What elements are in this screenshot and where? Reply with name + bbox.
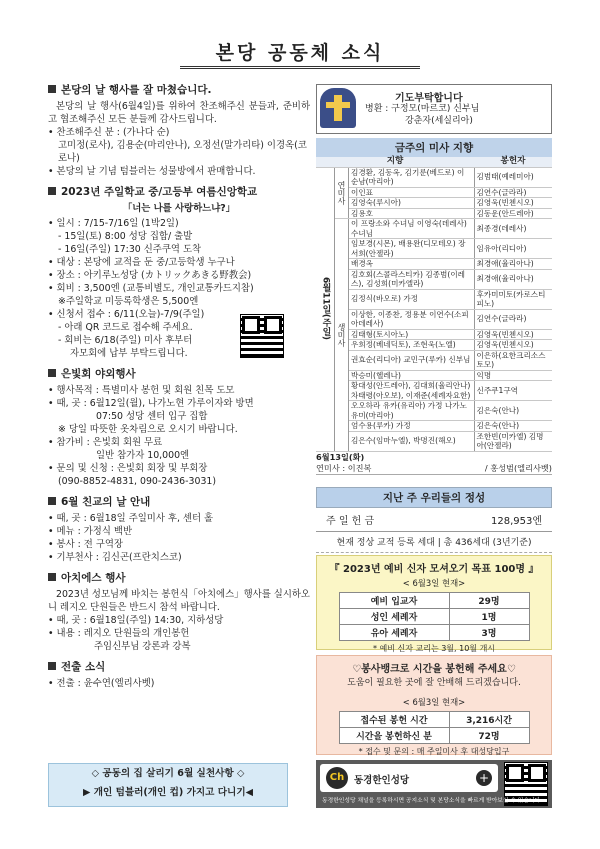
footnote-intent: 연미사 : 이진복 <box>316 462 372 473</box>
kv-value: 3,216시간 <box>449 712 529 728</box>
intent-cell: 김은수(임마누엘), 박명진(해오) <box>349 431 475 451</box>
intent-cell: 이 프랑소와 수녀님 이영숙(데레사) 수녀님 <box>349 219 475 239</box>
goal-heading: 『 2023년 예비 신자 모셔오기 목표 100명 』 <box>329 564 539 575</box>
list-item: • 행사목적 : 특별미사 봉헌 및 회원 친목 도모 <box>48 385 235 396</box>
table-row <box>316 340 552 351</box>
intent-cell: 이인표 <box>349 187 475 198</box>
qr-code-icon[interactable] <box>240 314 284 358</box>
kv-value: 1명 <box>449 609 529 625</box>
kv-label: 접수된 봉헌 시간 <box>339 712 449 728</box>
prayer-box <box>316 84 552 134</box>
kv-value: 29명 <box>449 593 529 609</box>
section-text: 2023년 성모님께 바치는 봉헌식「아치에스」행사를 실시하오니 레지오 단원들은 반드시 참석 바랍니다. <box>48 589 310 613</box>
list-item: • 봉사 : 전 구역장 <box>48 539 123 550</box>
donor-cell: 조한빈(미카엘) 김명아(안젤라) <box>474 431 552 451</box>
add-channel-button[interactable]: + <box>476 770 492 786</box>
donor-cell: 김영욱(빈첸시오) <box>474 329 552 340</box>
kakao-channel-banner <box>316 760 552 808</box>
footnote-date: 6월13일(화) <box>316 451 365 462</box>
channel-icon: Ch <box>326 767 348 789</box>
section-heading: 아치에스 행사 <box>61 572 126 584</box>
list-item: 07:50 성당 센터 입구 집합 <box>96 411 208 422</box>
intent-cell: 박승미(헬레나) <box>349 370 475 381</box>
list-item: 주임신부님 강론과 강복 <box>94 641 191 652</box>
table-row <box>316 401 552 421</box>
table-row <box>339 625 529 641</box>
intent-cell: 오오하라 유카(유리아) 가정 나가노 유미(마리아) <box>349 401 475 421</box>
offering-value: 128,953엔 <box>490 515 542 527</box>
section-heading: 본당의 날 행사를 잘 마쳤습니다. <box>61 84 212 96</box>
intent-cell: 우희정(베네딕토), 조현욱(노엘) <box>349 340 475 351</box>
category-living: 생미사 <box>337 322 346 347</box>
section-heading: 전출 소식 <box>61 661 106 673</box>
section-heading: 은빛회 야외행사 <box>61 368 136 380</box>
donor-cell: 익명 <box>474 370 552 381</box>
list-item: • 기부천사 : 김신곤(프란치스코) <box>48 552 182 563</box>
kv-label: 성인 세례자 <box>339 609 449 625</box>
donor-cell: 김동운(안드레아) <box>474 208 552 219</box>
intent-cell: 김영숙(루시아) <box>349 198 475 209</box>
category-requiem: 연미사 <box>337 180 346 205</box>
kv-value: 72명 <box>449 728 529 744</box>
square-bullet-icon <box>48 497 56 505</box>
left-column <box>48 84 310 698</box>
intent-cell: 이상한, 이종찬, 정용분 이연수(소피아데레사) <box>349 309 475 329</box>
campaign-text: ▶ 개인 텀블러(개인 컵) 가지고 다니기◀ <box>83 787 253 798</box>
table-row <box>316 381 552 401</box>
goal-note: * 예비 신자 교리는 3월, 10월 개시 <box>372 644 496 653</box>
section-silver-club <box>48 368 310 488</box>
list-item: • 신청서 접수 : 6/11(오늘)-7/9(주일) <box>48 309 205 320</box>
table-row <box>316 259 552 270</box>
goal-table <box>339 592 530 641</box>
catechumen-goal-box <box>316 555 552 653</box>
square-bullet-icon <box>48 662 56 670</box>
kv-label: 유아 세례자 <box>339 625 449 641</box>
list-item: • 때, 곳 : 6월18일 주일미사 후, 센터 홀 <box>48 513 214 524</box>
goal-date: < 6월3일 현재> <box>402 578 466 588</box>
list-item: • 내용 : 레지오 단원들의 개인봉헌 <box>48 628 190 639</box>
list-item: • 대상 : 본당에 교적을 둔 중/고등학생 누구나 <box>48 257 235 268</box>
intent-cell: 권효순(리디아) 교민구(루카) 신부님 <box>349 350 475 370</box>
list-item: 일반 참가자 10,000엔 <box>96 450 190 461</box>
donor-cell: 김영욱(빈첸시오) <box>474 198 552 209</box>
intent-cell: 배경옥 <box>349 259 475 270</box>
intent-cell: 김용호 <box>349 208 475 219</box>
intent-cell: 김호회(스콜라스티카) 김종범(이레스), 김성희(미카엘라) <box>349 269 475 289</box>
donor-cell: 김범태(예레미아) <box>474 167 552 187</box>
mass-heading: 금주의 미사 지향 <box>316 138 552 157</box>
donor-cell: 이은하(요한크리소스토모) <box>474 350 552 370</box>
square-bullet-icon <box>48 187 56 195</box>
table-row <box>316 431 552 451</box>
list-item: (090-8852-4831, 090-2436-3031) <box>58 476 217 487</box>
list-item: • 메뉴 : 가정식 백반 <box>48 526 133 537</box>
table-row <box>316 198 552 209</box>
census-line: 현재 정상 교적 등록 세대 | 총 436세대 (3년기준) <box>316 535 552 553</box>
channel-card[interactable] <box>320 764 498 792</box>
channel-caption: 동경한인성당 채널을 등록하시면 공지소식 및 본당소식을 빠르게 받아보실 수 있습니다. <box>322 798 543 804</box>
list-item: - 15일(토) 8:00 성당 집합/ 출발 <box>58 231 193 242</box>
donor-cell: 최경애(율리아나) <box>474 269 552 289</box>
intent-cell: 김정식(바오로) 가정 <box>349 289 475 309</box>
table-row <box>316 421 552 432</box>
table-row <box>316 370 552 381</box>
table-row <box>316 239 552 259</box>
kv-label: 시간을 봉헌하신 분 <box>339 728 449 744</box>
section-summer-school <box>48 186 310 360</box>
list-item: • 회비 : 3,500엔 (교통비별도, 개인교통카드지참) <box>48 283 254 294</box>
list-item: • 본당의 날 기념 텀블러는 성물방에서 판매합니다. <box>48 166 256 177</box>
table-row <box>316 350 552 370</box>
bank-heading: ♡봉사뱅크로 시간을 봉헌해 주세요♡ <box>352 664 516 675</box>
kv-value: 3명 <box>449 625 529 641</box>
list-item: • 참가비 : 은빛회 회원 무료 <box>48 437 163 448</box>
donor-cell: 임유아(리디아) <box>474 239 552 259</box>
donor-cell: 김영욱(빈첸시오) <box>474 340 552 351</box>
list-item: • 장소 : 아키루노성당 (カトリックあきる野教会) <box>48 270 252 281</box>
offering-row <box>316 508 552 532</box>
table-row <box>316 289 552 309</box>
prayer-line: 강춘자(세실리아) <box>405 116 473 126</box>
table-row <box>316 167 552 187</box>
prayer-icon <box>320 88 356 128</box>
section-heading: 2023년 주일학교 중/고등부 여름신앙학교 <box>61 186 258 198</box>
donor-cell: 후카미미토(카로스티피노) <box>474 289 552 309</box>
donor-cell: 김연수(글라라) <box>474 187 552 198</box>
section-text: 본당의 날 행사(6월4일)를 위하여 찬조해주신 분들과, 준비하고 협조해주신 모든 분들께 감사드립니다. <box>48 101 310 125</box>
donor-cell: 최종경(데레사) <box>474 219 552 239</box>
intent-cell: 김태형(토시아노) <box>349 329 475 340</box>
table-header <box>316 157 552 167</box>
donor-cell: 김은숙(안나) <box>474 421 552 432</box>
section-transfer <box>48 661 310 690</box>
square-bullet-icon <box>48 85 56 93</box>
theme-quote: 「너는 나를 사랑하느냐?」 <box>122 203 236 214</box>
list-item: ※ 당일 따뜻한 옷차림으로 오시기 바랍니다. <box>58 424 238 435</box>
square-bullet-icon <box>48 369 56 377</box>
list-item: • 문의 및 신청 : 은빛회 회장 및 부회장 <box>48 463 208 474</box>
channel-name: 동경한인성당 <box>354 775 410 786</box>
col-intent: 지향 <box>316 157 474 167</box>
donor-cell: 최경애(율리아나) <box>474 259 552 270</box>
right-column <box>316 84 552 571</box>
section-parish-day <box>48 84 310 178</box>
intent-cell: 임보경(시몬), 배용완(디모테오) 장서희(안젤라) <box>349 239 475 259</box>
bank-desc: 도움이 필요한 곳에 잘 안배해 드리겠습니다. <box>347 678 521 688</box>
intent-cell: 엄수용(루카) 가정 <box>349 421 475 432</box>
list-item: • 전출 : 윤수연(엘리사벳) <box>48 678 155 689</box>
table-row <box>339 609 529 625</box>
section-fellowship-day <box>48 496 310 564</box>
bank-date: < 6월3일 현재> <box>402 697 466 707</box>
table-row <box>316 208 552 219</box>
finance-heading: 지난 주 우리들의 정성 <box>316 487 552 508</box>
campaign-box <box>48 763 288 807</box>
section-heading: 6월 친교의 날 안내 <box>61 496 151 508</box>
table-row <box>339 728 529 744</box>
list-item: • 일시 : 7/15-7/16일 (1박2일) <box>48 218 179 229</box>
list-item: - 16일(주일) 17:30 신주쿠역 도착 <box>58 244 202 255</box>
prayer-heading: 기도부탁합니다 <box>395 93 463 104</box>
title-underline <box>180 66 420 69</box>
bank-note: * 접수 및 문의 : 매 주일미사 후 대성당입구 <box>358 747 510 756</box>
list-item: • 때, 곳 : 6월12일(월), 나가노현 가루이자와 방면 <box>48 398 254 409</box>
list-item: 고미정(로사), 김용순(마리안나), 오정선(말가리타) 이경옥(코로나) <box>58 140 307 164</box>
offering-label: 주 일 헌 금 <box>326 515 375 527</box>
table-row <box>316 187 552 198</box>
table-row <box>316 309 552 329</box>
mass-footnote <box>316 452 552 475</box>
intent-cell: 황대성(안드레아), 김대희(율리안나) 차태령(아오보), 이재준(세례자요한) <box>349 381 475 401</box>
table-row <box>316 269 552 289</box>
prayer-line: 병환 : 구정모(마르코) 신부님 <box>365 104 480 114</box>
col-donor: 봉헌자 <box>474 157 552 167</box>
mass-date: 6월11일(주일) <box>320 277 331 341</box>
footnote-donor: / 홍성범(엘리사벳) <box>484 462 552 473</box>
donor-cell: 신주쿠1구역 <box>474 381 552 401</box>
table-row <box>339 712 529 728</box>
service-bank-box <box>316 655 552 755</box>
square-bullet-icon <box>48 573 56 581</box>
list-item: - 회비는 6/18(주일) 미사 후부터 <box>58 335 193 346</box>
list-item: - 아래 QR 코드로 접수해 주세요. <box>58 322 193 333</box>
page-title: 본당 공동체 소식 <box>215 42 385 64</box>
table-row <box>316 329 552 340</box>
table-row <box>316 219 552 239</box>
list-item: • 찬조해주신 분 : (가나다 순) <box>48 127 170 138</box>
list-item: ※주일학교 미등록학생은 5,500엔 <box>58 296 199 307</box>
list-item: 자모회에 납부 부탁드립니다. <box>70 348 188 359</box>
section-acies <box>48 572 310 653</box>
intent-cell: 김경환, 김동옥, 김기룬(베드로) 이순남(마리아) <box>349 167 475 187</box>
donor-cell: 김은숙(안나) <box>474 401 552 421</box>
list-item: • 때, 곳 : 6월18일(주일) 14:30, 지하성당 <box>48 615 224 626</box>
mass-intentions-table <box>316 157 552 452</box>
table-row <box>339 593 529 609</box>
bank-table <box>339 711 530 744</box>
campaign-title: ◇ 공동의 집 살리기 6월 실천사항 ◇ <box>91 768 245 779</box>
donor-cell: 김연수(글라라) <box>474 309 552 329</box>
kv-label: 예비 입교자 <box>339 593 449 609</box>
